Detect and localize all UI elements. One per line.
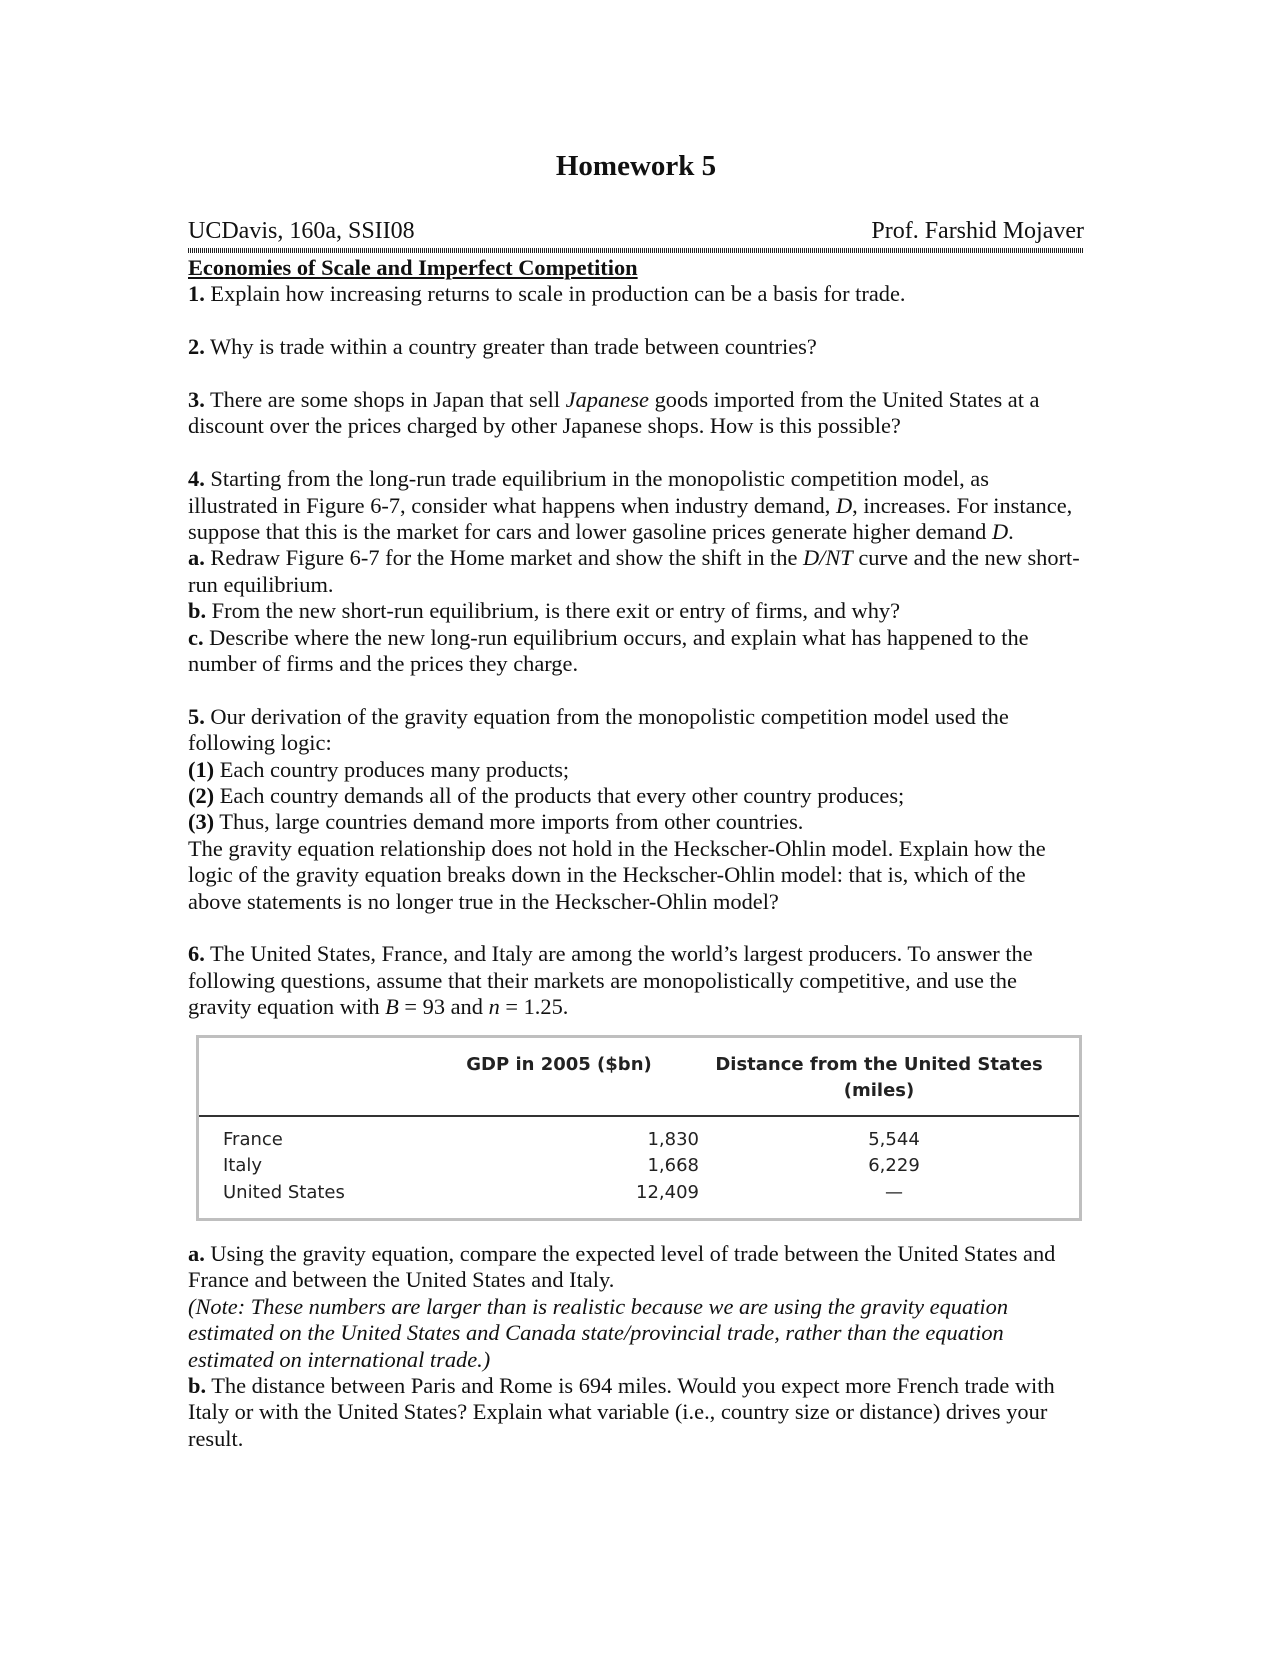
- q6b-number: b.: [188, 1373, 207, 1399]
- q5-item-1-text: Each country produces many products;: [214, 756, 570, 782]
- content: [188, 255, 1084, 1452]
- cell-country: United States: [223, 1181, 345, 1203]
- question-6a: [188, 1241, 1084, 1294]
- cell-gdp: 12,409: [636, 1181, 699, 1203]
- q5-item-2-text: Each country demands all of the products that every other country produces;: [214, 783, 905, 809]
- q6b-text: The distance between Paris and Rome is 694 miles. Would you expect more French trade with Italy or with the United States? Explain what variable (i.e., country size or distance) drives your result.: [188, 1373, 1055, 1451]
- q5-number: 5.: [188, 703, 205, 729]
- data-table: [196, 1035, 1082, 1221]
- q4-italic-d2: D: [991, 519, 1009, 545]
- q2-text: Why is trade within a country greater than trade between countries?: [204, 334, 817, 360]
- header-cell-gdp: GDP in 2005 ($bn): [466, 1053, 652, 1075]
- q5-text: Our derivation of the gravity equation from the monopolistic competition model used the following logic:: [188, 703, 1009, 756]
- question-4a: [188, 545, 1084, 598]
- header-rule: [188, 248, 1084, 253]
- table-header: [199, 1046, 1079, 1117]
- q6a-text: Using the gravity equation, compare the expected level of trade between the United States and France and between the United States and Italy.: [188, 1241, 1056, 1293]
- question-2: [188, 334, 1084, 360]
- table-row: [199, 1127, 1079, 1154]
- q3-text: There are some shops in Japan that sell: [204, 387, 566, 412]
- cell-distance: —: [885, 1181, 903, 1203]
- q5-item-3-number: (3): [188, 809, 215, 835]
- q5-item-1: [188, 757, 1084, 783]
- q6-text-cont: = 93 and: [398, 994, 489, 1020]
- cell-gdp: 1,830: [647, 1128, 699, 1150]
- cell-distance: 5,544: [868, 1128, 920, 1150]
- q3-number: 3.: [188, 387, 205, 412]
- q6-text-end: = 1.25.: [499, 994, 569, 1020]
- question-4c: [188, 625, 1084, 678]
- cell-country: France: [223, 1128, 283, 1150]
- page-title: Homework 5: [555, 150, 717, 182]
- q4b-text: From the new short-run equilibrium, is there exit or entry of firms, and why?: [206, 598, 901, 624]
- q5-tail: The gravity equation relationship does not hold in the Heckscher-Ohlin model. Explain how the logic of the gravity equation breaks down in the Heckscher-Ohlin model: that is, which of the above statements is no longer true in the Heckscher-Ohlin model?: [188, 835, 1046, 914]
- q6-note: [188, 1294, 1084, 1373]
- q4a-text: Redraw Figure 6-7 for the Home market and show the shift in the: [204, 545, 803, 571]
- question-3: [188, 387, 1084, 440]
- header-cell-country: [199, 1052, 399, 1105]
- q3-italic: Japanese: [565, 387, 649, 412]
- table-row: [199, 1153, 1079, 1180]
- q4a-number: a.: [188, 545, 205, 571]
- q3-text-cont: goods imported from the United States at a discount over the prices charged by other Japanese shops. How is this possible?: [188, 387, 1040, 439]
- question-4: [188, 466, 1084, 545]
- q5-item-2: [188, 783, 1084, 809]
- question-4b: [188, 598, 1084, 624]
- q6-n-symbol: n: [488, 994, 500, 1020]
- header-cell-distance: Distance from the United States (miles): [715, 1053, 1043, 1102]
- q6-note-text: (Note: These numbers are larger than is realistic because we are using the gravity equation estimated on the United States and Canada state/provincial trade, rather than the equation estimated on international trade.): [188, 1293, 1009, 1372]
- table-row: [199, 1180, 1079, 1207]
- q1-text: Explain how increasing returns to scale in production can be a basis for trade.: [204, 281, 906, 307]
- q6-number: 6.: [188, 941, 205, 967]
- question-6: [188, 941, 1084, 1020]
- q5-item-2-number: (2): [188, 783, 215, 809]
- question-6b: [188, 1373, 1084, 1452]
- question-1: [188, 281, 1084, 307]
- q4b-number: b.: [188, 598, 207, 624]
- q4-text-cont: , increases. For instance, suppose that this is the market for cars and lower gasoline prices generate higher demand: [188, 492, 1073, 545]
- q4-number: 4.: [188, 466, 205, 492]
- section-title: Economies of Scale and Imperfect Competition: [188, 255, 638, 280]
- q4c-number: c.: [188, 624, 204, 650]
- q6-b-symbol: B: [385, 994, 399, 1020]
- course-info: UCDavis, 160a, SSII08: [188, 218, 415, 244]
- cell-gdp: 1,668: [647, 1155, 699, 1177]
- instructor-name: Prof. Farshid Mojaver: [871, 218, 1084, 244]
- q5-item-3: [188, 809, 1084, 835]
- table-body: [199, 1117, 1079, 1207]
- question-5: [188, 704, 1084, 757]
- q6-text: The United States, France, and Italy are among the world’s largest producers. To answer the following questions, assume that their markets are monopolistically competitive, and use the gravity equation with: [188, 941, 1033, 1020]
- q6a-number: a.: [188, 1241, 205, 1267]
- q5-item-3-text: Thus, large countries demand more imports from other countries.: [214, 809, 804, 835]
- q2-number: 2.: [188, 334, 205, 360]
- q4a-text-cont: curve and the new short-run equilibrium.: [188, 545, 1080, 597]
- q4-text: Starting from the long-run trade equilibrium in the monopolistic competition model, as illustrated in Figure 6-7, consider what happens when industry demand,: [188, 466, 989, 518]
- q4c-text: Describe where the new long-run equilibrium occurs, and explain what has happened to the number of firms and the prices they charge.: [188, 624, 1029, 677]
- q5-item-1-number: (1): [188, 756, 215, 782]
- header-row: [188, 218, 1084, 245]
- q4a-italic: D/NT: [802, 545, 853, 571]
- q4-text-end: .: [1008, 519, 1014, 545]
- cell-distance: 6,229: [868, 1155, 920, 1177]
- cell-country: Italy: [223, 1155, 263, 1177]
- q1-number: 1.: [188, 281, 205, 307]
- q4-italic-d: D: [835, 492, 853, 518]
